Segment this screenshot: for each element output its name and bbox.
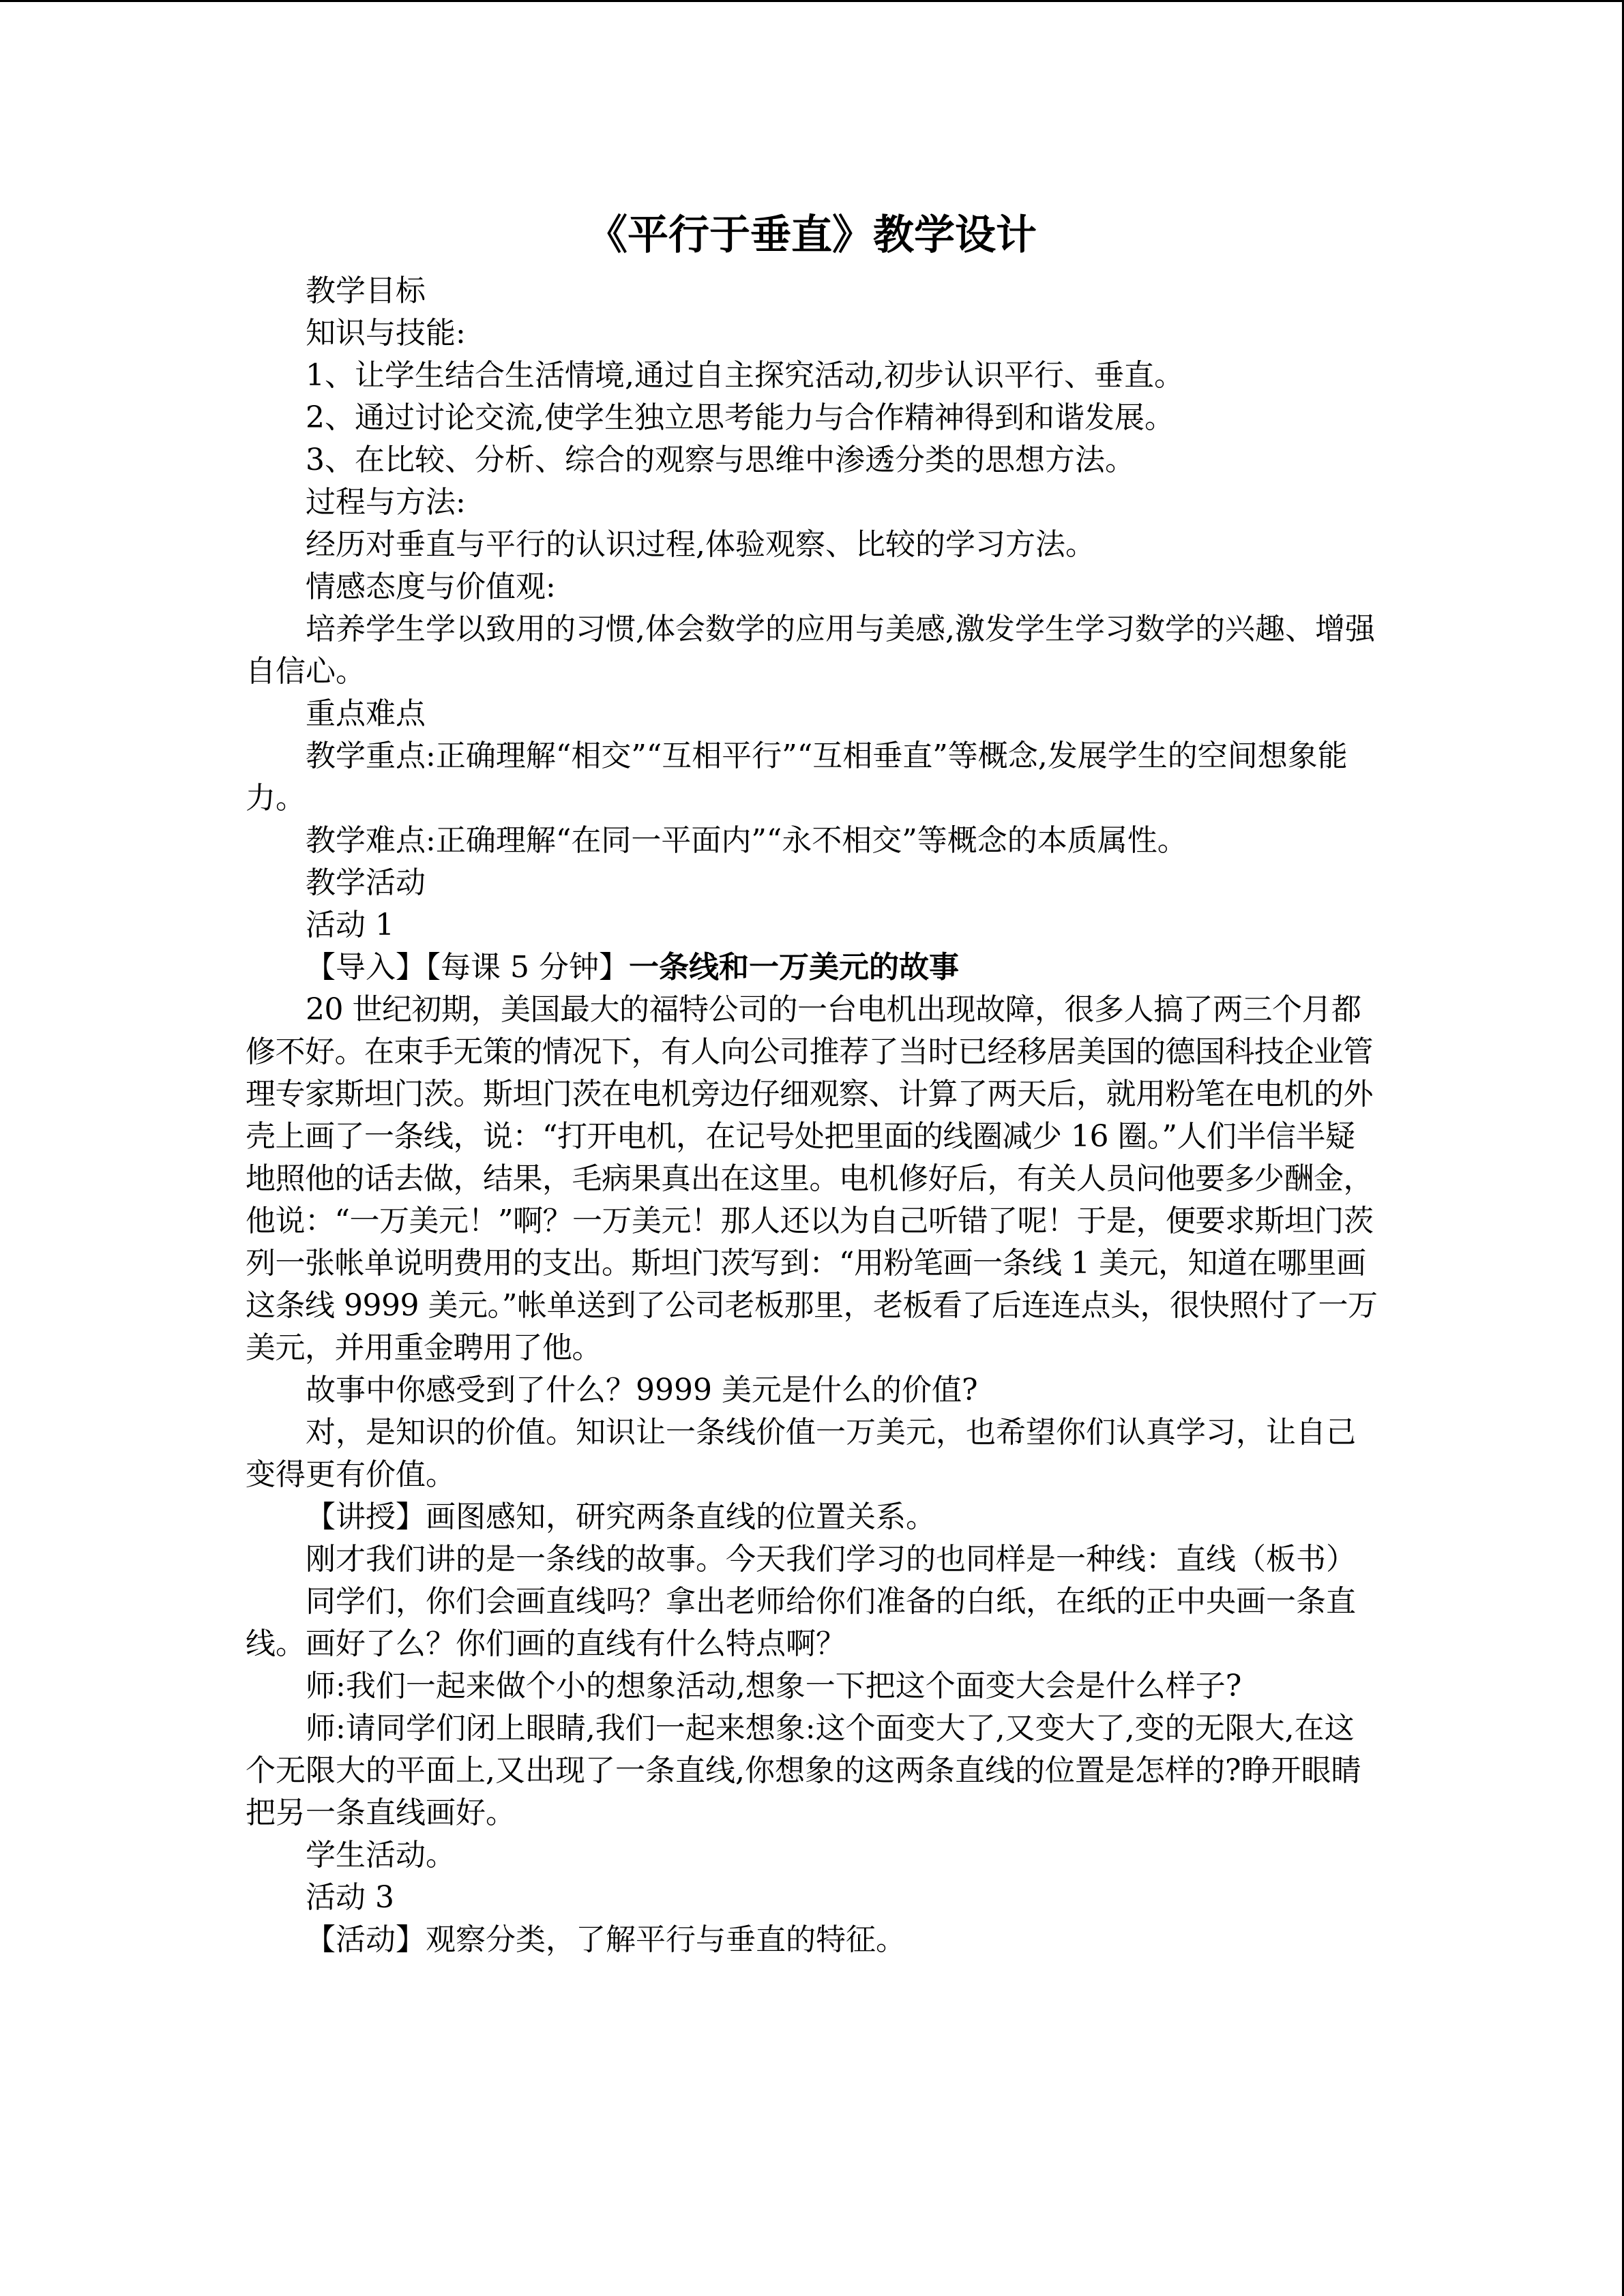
intro-tags: 【导入】【每课 5 分钟】 — [306, 950, 629, 985]
heading-key-difficult-points: 重点难点 — [306, 696, 426, 731]
goal-item-2: 2、通过讨论交流,使学生独立思考能力与合作精神得到和谐发展。 — [306, 400, 1175, 435]
process-text: 经历对垂直与平行的认识过程,体验观察、比较的学习方法。 — [306, 527, 1095, 562]
document-title: 《平行于垂直》教学设计 — [587, 211, 1037, 259]
subheading-process-methods: 过程与方法: — [306, 485, 466, 520]
difficult-point-text: 教学难点:正确理解“在同一平面内”“永不相交”等概念的本质属性。 — [306, 823, 1187, 858]
key-point-text: 教学重点:正确理解“相交”“互相平行”“互相垂直”等概念,发展学生的空间想象能力。 — [246, 739, 1348, 816]
goal-item-3: 3、在比较、分析、综合的观察与思维中渗透分类的思想方法。 — [306, 443, 1135, 477]
activity-1-label: 活动 1 — [306, 908, 394, 942]
teacher-line-2: 师:请同学们闭上眼睛,我们一起来想象:这个面变大了,又变大了,变的无限大,在这个无限大的平面上,又出现了一条直线,你想象的这两条直线的位置是怎样的?睁开眼睛把另一条直线画好。 — [246, 1711, 1361, 1830]
heading-teaching-goals: 教学目标 — [306, 273, 426, 308]
document-body — [246, 205, 1378, 1961]
heading-teaching-activities: 教学活动 — [306, 865, 426, 900]
story-paragraph: 20 世纪初期，美国最大的福特公司的一台电机出现故障，很多人搞了两三个月都修不好。在束手无策的情况下，有人向公司推荐了当时已经移居美国的德国科技企业管理专家斯坦门茨。斯坦门茨在电机旁边仔细观察、计算了两天后，就用粉笔在电机的外壳上画了一条线，说：“打开电机，在记号处把里面的线圈减少 16 圈。”人们半信半疑地照他的话去做，结果，毛病果真出在这里。电机修好后，有关人员问他要多少酬金，他说：“一万美元！”啊？一万美元！那人还以为自己听错了呢！于是，便要求斯坦门茨列一张帐单说明费用的支出。斯坦门茨写到：“用粉笔画一条线 1 美元，知道在哪里画这条线 9999 美元。”帐单送到了公司老板那里，老板看了后连连点头，很快照付了一万美元，并用重金聘用了他。 — [246, 992, 1378, 1365]
student-activity: 学生活动。 — [306, 1838, 456, 1873]
subheading-emotion-values: 情感态度与价值观: — [306, 569, 556, 604]
story-question: 故事中你感受到了什么？9999 美元是什么的价值? — [306, 1373, 978, 1407]
story-answer: 对，是知识的价值。知识让一条线价值一万美元，也希望你们认真学习，让自己变得更有价值。 — [246, 1415, 1356, 1492]
teacher-line-1: 师:我们一起来做个小的想象活动,想象一下把这个面变大会是什么样子? — [306, 1669, 1242, 1703]
subheading-knowledge-skills: 知识与技能: — [306, 316, 466, 351]
activity-3-heading: 【活动】观察分类，了解平行与垂直的特征。 — [306, 1922, 906, 1957]
activity-3-label: 活动 3 — [306, 1880, 394, 1915]
goal-item-1: 1、让学生结合生活情境,通过自主探究活动,初步认识平行、垂直。 — [306, 358, 1184, 393]
intro-line — [246, 946, 1378, 989]
lecture-heading: 【讲授】画图感知，研究两条直线的位置关系。 — [306, 1500, 936, 1534]
lecture-text-1: 刚才我们讲的是一条线的故事。今天我们学习的也同样是一种线：直线（板书） — [306, 1542, 1356, 1577]
lecture-text-2: 同学们，你们会画直线吗？拿出老师给你们准备的白纸，在纸的正中央画一条直线。画好了么？你们画的直线有什么特点啊？ — [246, 1584, 1356, 1661]
page-border-top — [0, 0, 1624, 2]
emotion-text: 培养学生学以致用的习惯,体会数学的应用与美感,激发学生学习数学的兴趣、增强自信心。 — [246, 612, 1375, 689]
intro-story-title: 一条线和一万美元的故事 — [628, 950, 959, 985]
